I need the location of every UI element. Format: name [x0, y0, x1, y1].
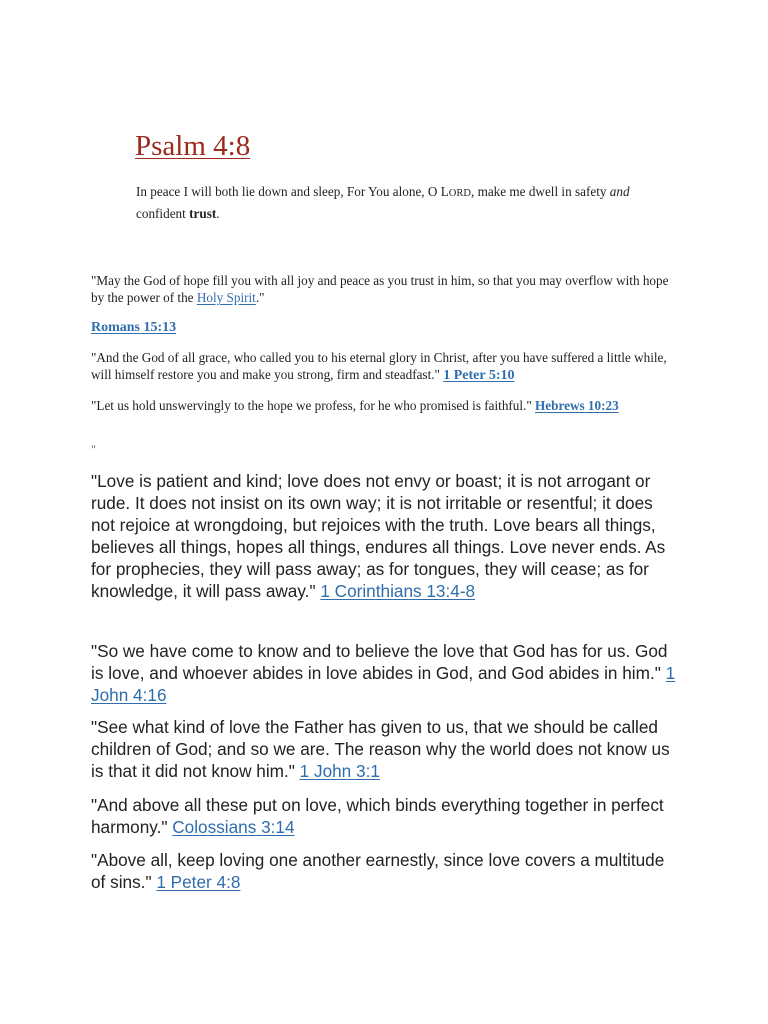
psalm-title: Psalm 4:8: [135, 130, 251, 162]
verse-text: "Let us hold unswervingly to the hope we profess, for he who promised is faithful.": [91, 398, 536, 413]
1-peter-4-8-link[interactable]: 1 Peter 4:8: [156, 872, 241, 892]
lord-smallcaps: ORD: [448, 188, 471, 199]
psalm-text-part3: confident: [136, 206, 190, 221]
verse-text: "And above all these put on love, which binds everything together in perfect harmony.": [91, 795, 664, 837]
verse-text-end: .": [255, 290, 265, 305]
verse-1-peter-5-10: [91, 349, 681, 384]
romans-ref-link[interactable]: Romans 15:13: [91, 320, 177, 335]
verse-text: "See what kind of love the Father has given to us, that we should be called children of God; and so we are. The reason why the world does not know us is that it did not know him.": [91, 717, 670, 781]
verse-text: "And the God of all grace, who called you to his eternal glory in Christ, after you have suffered a little while, will himself restore you and make you strong, firm and steadfast.": [91, 350, 667, 382]
psalm-verse-text: [136, 182, 656, 224]
verse-text: "Love is patient and kind; love does not envy or boast; it is not arrogant or rude. It does not insist on its own way; it is not irritable or resentful; it does not rejoice at wrongdoing, but rejoices with the truth. Love bears all things, believes all things, hopes all things, endures all things. Love never ends. As for prophecies, they will pass away; as for tongues, they will cease; as for knowledge, it will pass away.": [91, 471, 666, 601]
verse-1-john-4-16: [91, 640, 681, 706]
hebrews-10-23-link[interactable]: Hebrews 10:23: [535, 398, 619, 413]
1-john-3-1-link[interactable]: 1 John 3:1: [299, 761, 380, 781]
psalm-text-part2: , make me dwell in safety: [470, 184, 610, 199]
verse-text: "Above all, keep loving one another earnestly, since love covers a multitude of sins.": [91, 850, 665, 892]
verse-text: "So we have come to know and to believe the love that God has for us. God is love, and whoever abides in love abides in God, and God abides in him.": [91, 641, 668, 683]
verse-text: "May the God of hope fill you with all joy and peace as you trust in him, so that you may overflow with hope by the power of the: [91, 273, 669, 305]
verse-hebrews: [91, 397, 681, 414]
psalm-emph-and: and: [609, 184, 630, 199]
1-peter-5-10-link[interactable]: 1 Peter 5:10: [443, 368, 515, 383]
holy-spirit-link[interactable]: Holy Spirit: [196, 290, 256, 305]
psalm-text-end: .: [216, 206, 220, 221]
verse-1-corinthians: [91, 470, 681, 602]
psalm-text-part1: In peace I will both lie down and sleep, For You alone, O: [136, 184, 441, 199]
stray-quote-mark: ": [91, 442, 96, 456]
1-corinthians-13-4-8-link[interactable]: 1 Corinthians 13:4-8: [320, 581, 476, 601]
colossians-3-14-link[interactable]: Colossians 3:14: [172, 817, 295, 837]
verse-1-peter-4-8: [91, 849, 681, 893]
lord-initial: L: [440, 184, 449, 199]
1-john-4-16-link[interactable]: 1 John 4:16: [91, 663, 676, 705]
verse-colossians: [91, 794, 681, 838]
verse-1-john-3-1: [91, 716, 681, 782]
verse-romans: [91, 272, 681, 306]
psalm-emph-trust: trust: [189, 206, 217, 221]
